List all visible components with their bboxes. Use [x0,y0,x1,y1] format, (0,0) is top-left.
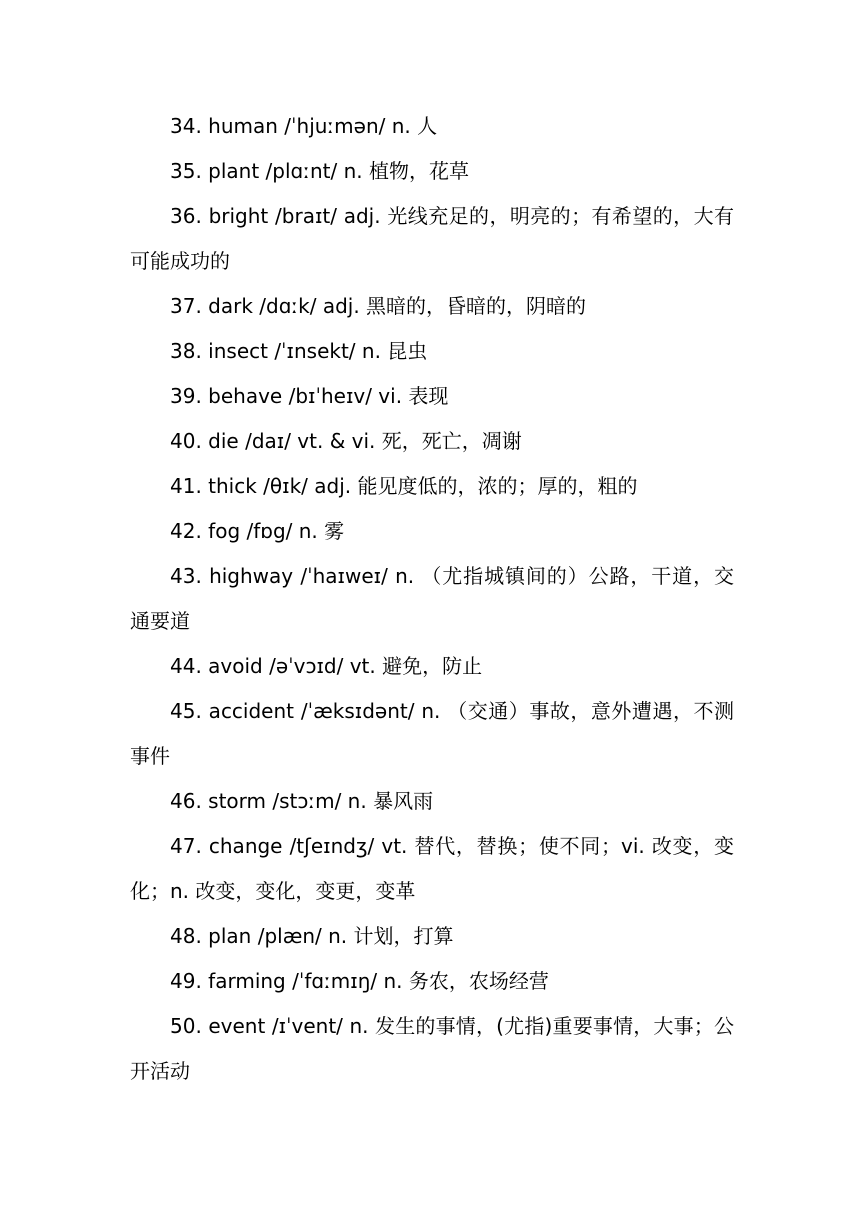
vocab-entry-35: 35. plant /plɑːnt/ n. 植物，花草 [170,159,469,183]
vocab-entry-40: 40. die /daɪ/ vt. & vi. 死，死亡，凋谢 [170,429,522,453]
vocab-entry-50: 50. event /ɪˈvent/ n. 发生的事情，(尤指)重要事情，大事；公开活动 [130,1014,734,1083]
vocab-entry-43: 43. highway /ˈhaɪweɪ/ n. （尤指城镇间的）公路，干道，交通要道 [130,564,734,633]
vocab-entry-45: 45. accident /ˈæksɪdənt/ n. （交通）事故，意外遭遇，不测事件 [130,699,734,768]
vocab-entry-38: 38. insect /ˈɪnsekt/ n. 昆虫 [170,339,428,363]
vocab-entry-49: 49. farming /ˈfɑːmɪŋ/ n. 务农，农场经营 [170,969,549,993]
vocabulary-list [130,104,734,1094]
vocab-entry-44: 44. avoid /əˈvɔɪd/ vt. 避免，防止 [170,654,483,678]
vocab-entry-34: 34. human /ˈhjuːmən/ n. 人 [170,114,438,138]
vocab-entry-41: 41. thick /θɪk/ adj. 能见度低的，浓的；厚的，粗的 [170,474,638,498]
vocab-entry-42: 42. fog /fɒg/ n. 雾 [170,519,345,543]
vocab-entry-37: 37. dark /dɑːk/ adj. 黑暗的，昏暗的，阴暗的 [170,294,587,318]
vocab-entry-48: 48. plan /plæn/ n. 计划，打算 [170,924,454,948]
vocab-entry-36: 36. bright /braɪt/ adj. 光线充足的，明亮的；有希望的，大有可能成功的 [130,204,734,273]
vocab-entry-47: 47. change /tʃeɪndʒ/ vt. 替代，替换；使不同；vi. 改变，变化；n. 改变，变化，变更，变革 [130,834,734,903]
vocab-entry-46: 46. storm /stɔːm/ n. 暴风雨 [170,789,434,813]
vocab-entry-39: 39. behave /bɪˈheɪv/ vi. 表现 [170,384,449,408]
